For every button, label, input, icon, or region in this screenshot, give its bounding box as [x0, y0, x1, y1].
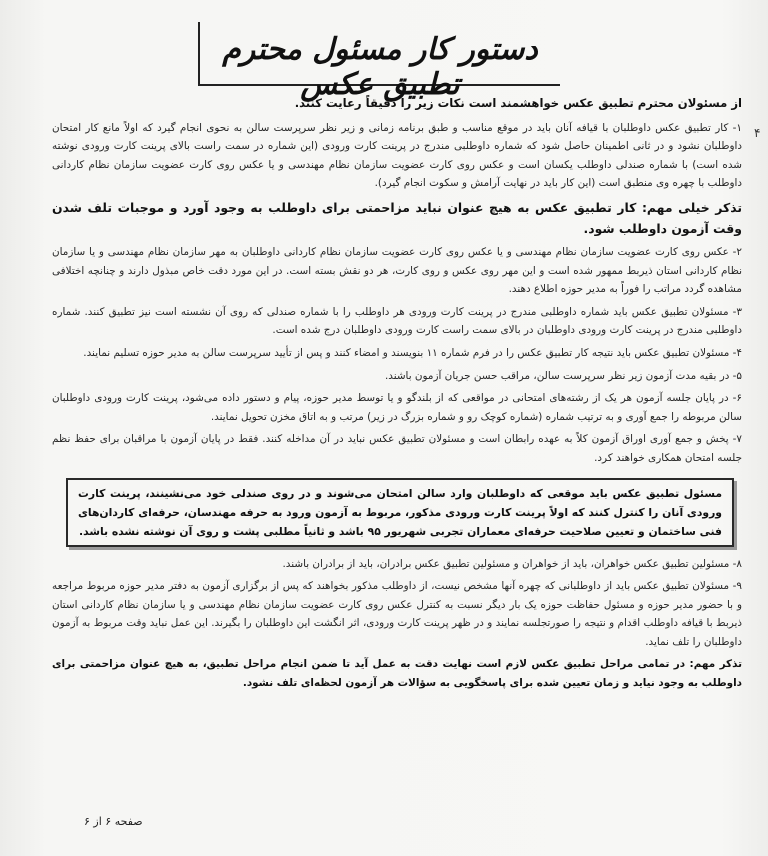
item-1: ۱- کار تطبیق عکس داوطلبان با قیافه آنان باید در موقع مناسب و طبق برنامه زمانی و زیر نظر سرپرست سالن به نحوی انجام گیرد که اولاً مانع کار امتحان داوطلبان نشود و در ثانی اطمینان حاصل شود که شماره داوطلبی مندرج در پرینت کارت ورودی (این شماره در سمت راست بالای پرینت کارت ورودی نوشته شده است) با شماره صندلی داوطلب یکسان است و عکس روی کارت عضویت سازمان نظام مهندسی و یا عکس روی کارت عضویت سازمان نظام کاردانی داوطلب با چهره وی منطبق است (این کار باید در نهایت آرامش و سکوت انجام گیرد).: [52, 121, 742, 190]
item-3: ۳- مسئولان تطبیق عکس باید شماره داوطلبی مندرج در پرینت کارت ورودی هر داوطلب را با شماره صندلی که روی آن نشسته است نیز تطبیق کنند. شماره داوطلبی مندرج در پرینت کارت ورودی داوطلبان در بالای سمت راست کارت ورودی داوطلبان درج شده است.: [52, 305, 742, 337]
item-7: ۷- پخش و جمع آوری اوراق آزمون کلاً به عهده رابطان است و مسئولان تطبیق عکس نباید در آن مداخله کنند. فقط در پایان آزمون با مراقبان برای حفظ نظم جلسه امتحان همکاری خواهند کرد.: [52, 433, 742, 464]
intro-line: از مسئولان محترم تطبیق عکس خواهشمند است نکات زیر را دقیقاً رعایت کنند.: [294, 96, 742, 110]
item-4: ۴- مسئولان تطبیق عکس باید نتیجه کار تطبیق عکس را در فرم شماره ۱۱ بنویسند و امضاء کنند و پس از تأیید سرپرست سالن به مدیر حوزه تسلیم نمایند.: [83, 346, 742, 359]
instructions-body: [52, 94, 742, 697]
item-6: ۶- در پایان جلسه آزمون هر یک از رشته‌های امتحانی در مواقعی که از بلندگو و یا توسط مدیر حوزه، پیام و دستور داده می‌شود، پرینت کارت ورودی داوطلبان سالن مربوطه را جمع آوری و به ترتیب شماره (شماره کوچک رو و شماره بزرگ در زیر) مرتب و به اتاق مخزن تحویل نمایند.: [52, 392, 742, 423]
item-2: ۲- عکس روی کارت عضویت سازمان نظام مهندسی و یا عکس روی کارت عضویت سازمان نظام کاردانی داوطلبان به مهر سازمان نظام مهندسی و یا سازمان نظام کاردانی استان ذیربط ممهور شده است و این مهر روی عکس و روی کارت، هر دو نقش بسته است. در این مورد دقت خاص مبذول دارند و چنانچه اختلافی مشاهده گردد مراتب را فوراً به مدیر حوزه اطلاع دهند.: [52, 245, 742, 296]
item-8: ۸- مسئولین تطبیق عکس خواهران، باید از خواهران و مسئولین تطبیق عکس برادران، باید از برادران باشند.: [282, 557, 742, 570]
item-5: ۵- در بقیه مدت آزمون زیر نظر سرپرست سالن، مراقب حسن جریان آزمون باشند.: [384, 369, 742, 382]
boxed-note: مسئول تطبیق عکس باید موقعی که داوطلبان وارد سالن امتحان می‌شوند و در روی صندلی خود می‌نشینند، پرینت کارت ورودی آنان را کنترل کنند که اولاً پرینت کارت ورودی مذکور، مربوط به آزمون ورود به حرفه مهندسان، حرفه‌ای کاردان‌های فنی ساختمان و تعیین صلاحیت حرفه‌ای معماران تجربی شهریور ۹۵ باشد و ثانیاً مطلبی پشت و روی آن نوشته نشده باشد.: [66, 478, 734, 547]
page-title: دستور کار مسئول محترم تطبیق عکس: [222, 32, 538, 102]
item-9: ۹- مسئولان تطبیق عکس باید از داوطلبانی که چهره آنها مشخص نیست، از داوطلب مذکور بخواهند که پس از برگزاری آزمون به دفتر مدیر حوزه مربوط مراجعه و با حضور مدیر حوزه و مسئول حفاظت حوزه یک بار دیگر نسبت به کنترل عکس روی کارت عضویت سازمان نظام مهندسی و یا سازمان نظام کاردانی استان ذیربط با قیافه داوطلب اقدام و نتیجه را صورتجلسه نمایند و در ظهر پرینت کارت ورودی، اثر انگشت این داوطلبان را بگیرند. این عمل نباید وقت مربوط به آزمون داوطلبان را تلف نماید.: [52, 580, 742, 648]
important-note: تذکر خیلی مهم: کار تطبیق عکس به هیچ عنوان نباید مزاحمتی برای داوطلب به وجود آورد و موجبات تلف شدن وقت آزمون داوطلب شود.: [52, 199, 742, 236]
page-number: صفحه ۶ از ۶: [84, 815, 143, 828]
final-note: تذکر مهم: در تمامی مراحل تطبیق عکس لازم است نهایت دقت به عمل آید تا ضمن انجام مراحل تطبیق، به هیچ عنوان مزاحمتی برای داوطلب به وجود نیاید و زمان تعیین شده برای پاسخگویی به سؤالات هر آزمون لحظه‌ای تلف نشود.: [52, 658, 742, 690]
margin-mark: ۴: [754, 126, 761, 140]
